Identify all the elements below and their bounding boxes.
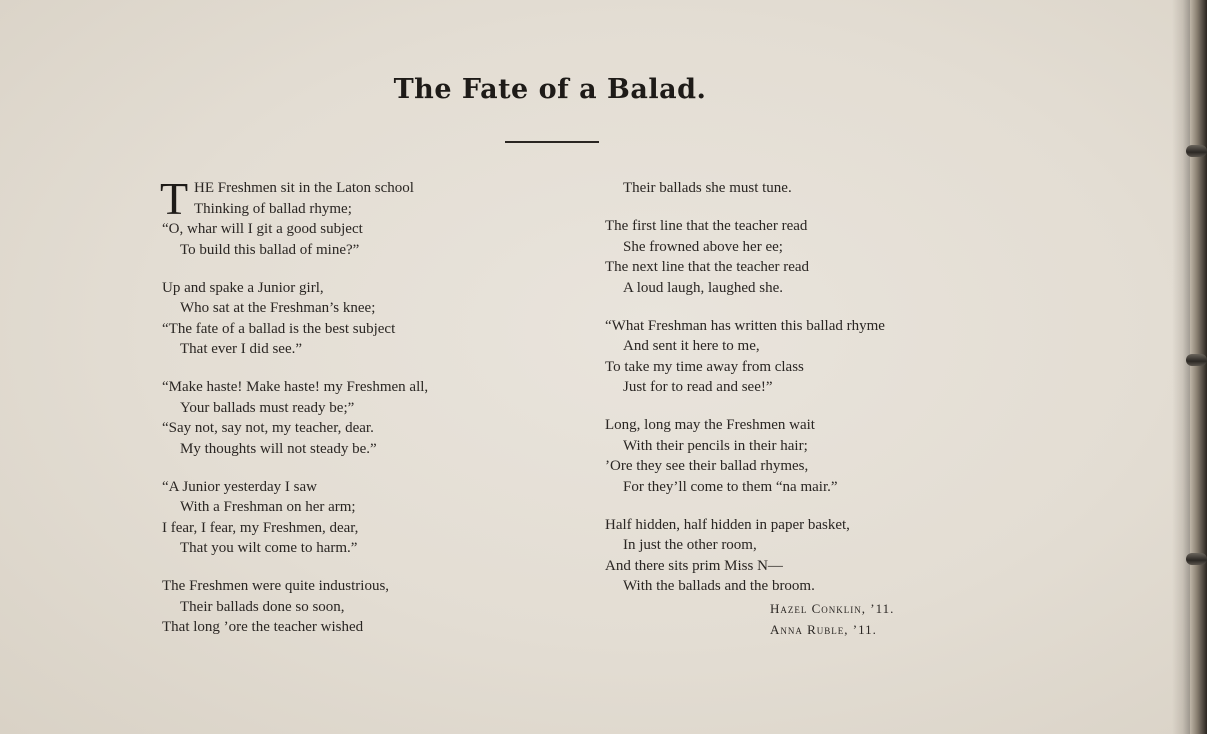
poem-column-left [160, 173, 542, 655]
poem-line: With a Freshman on her arm; [180, 499, 356, 515]
poem-line: Long, long may the Freshmen wait [605, 417, 815, 433]
stanza [162, 477, 542, 559]
poem-line: Who sat at the Freshman’s knee; [180, 300, 376, 316]
poem-line: Thinking of ballad rhyme; [194, 200, 352, 217]
author-credits [770, 598, 1030, 640]
poem-line: The next line that the teacher read [605, 259, 810, 275]
poem-line: Their ballads done so soon, [180, 598, 345, 615]
binding-spine [1190, 0, 1207, 734]
poem-line: Their ballads she must tune. [623, 180, 792, 196]
poem-line: My thoughts will not steady be.” [180, 440, 377, 457]
poem-column-right [605, 178, 1025, 614]
poem-line: That you wilt come to harm.” [180, 540, 358, 556]
poem-line: A loud laugh, laughed she. [623, 279, 783, 296]
poem-line: “Make haste! Make haste! my Freshmen all, [162, 379, 429, 395]
poem-line: With the ballads and the broom. [623, 578, 815, 594]
poem-title: The Fate of a Balad. [393, 74, 707, 105]
stanza [605, 216, 1025, 298]
stanza [162, 377, 542, 459]
poem-line: Half hidden, half hidden in paper basket, [605, 516, 850, 533]
drop-cap: T [160, 173, 189, 224]
poem-line: “The fate of a ballad is the best subject [162, 320, 396, 337]
poem-line: “Say not, say not, my teacher, dear. [162, 420, 374, 436]
poem-line: Your ballads must ready be;” [180, 399, 355, 416]
poem-line: “A Junior yesterday I saw [162, 478, 317, 495]
poem-line: And sent it here to me, [623, 338, 760, 354]
binding-ring [1186, 354, 1207, 366]
poem-line: The Freshmen were quite industrious, [162, 578, 390, 594]
poem-line: In just the other room, [623, 537, 757, 553]
poem-line: With their pencils in their hair; [623, 437, 808, 454]
poem-line: ’Ore they see their ballad rhymes, [605, 458, 809, 474]
poem-line: That long ’ore the teacher wished [162, 619, 364, 635]
poem-line: And there sits prim Miss N— [605, 557, 783, 574]
poem-line: “What Freshman has written this ballad rhyme [605, 317, 885, 334]
poem-line: Up and spake a Junior girl, [162, 279, 324, 296]
stanza [160, 173, 542, 260]
poem-line: To build this ballad of mine?” [180, 241, 360, 258]
binding-ring [1186, 145, 1207, 157]
poem-line: HE Freshmen sit in the Laton school [194, 180, 414, 196]
poem-line: To take my time away from class [605, 358, 804, 375]
page-edge-shadow [1172, 0, 1190, 734]
poem-line: That ever I did see.” [180, 341, 303, 357]
stanza [605, 415, 1025, 497]
author-credit: Hazel Conklin, ’11. [770, 601, 895, 616]
poem-line: For they’ll come to them “na mair.” [623, 478, 838, 495]
poem-line: She frowned above her ee; [623, 238, 783, 255]
stanza [605, 178, 1025, 199]
poem-line: “O, whar will I git a good subject [162, 221, 363, 237]
stanza [162, 278, 542, 360]
title-rule [505, 141, 599, 143]
poem-line: Just for to read and see!” [623, 379, 773, 395]
author-credit: Anna Ruble, ’11. [770, 622, 877, 637]
binding-ring [1186, 553, 1207, 565]
stanza [162, 576, 542, 638]
poem-line: The first line that the teacher read [605, 218, 808, 234]
stanza [605, 316, 1025, 398]
poem-line: I fear, I fear, my Freshmen, dear, [162, 519, 359, 536]
stanza [605, 515, 1025, 597]
